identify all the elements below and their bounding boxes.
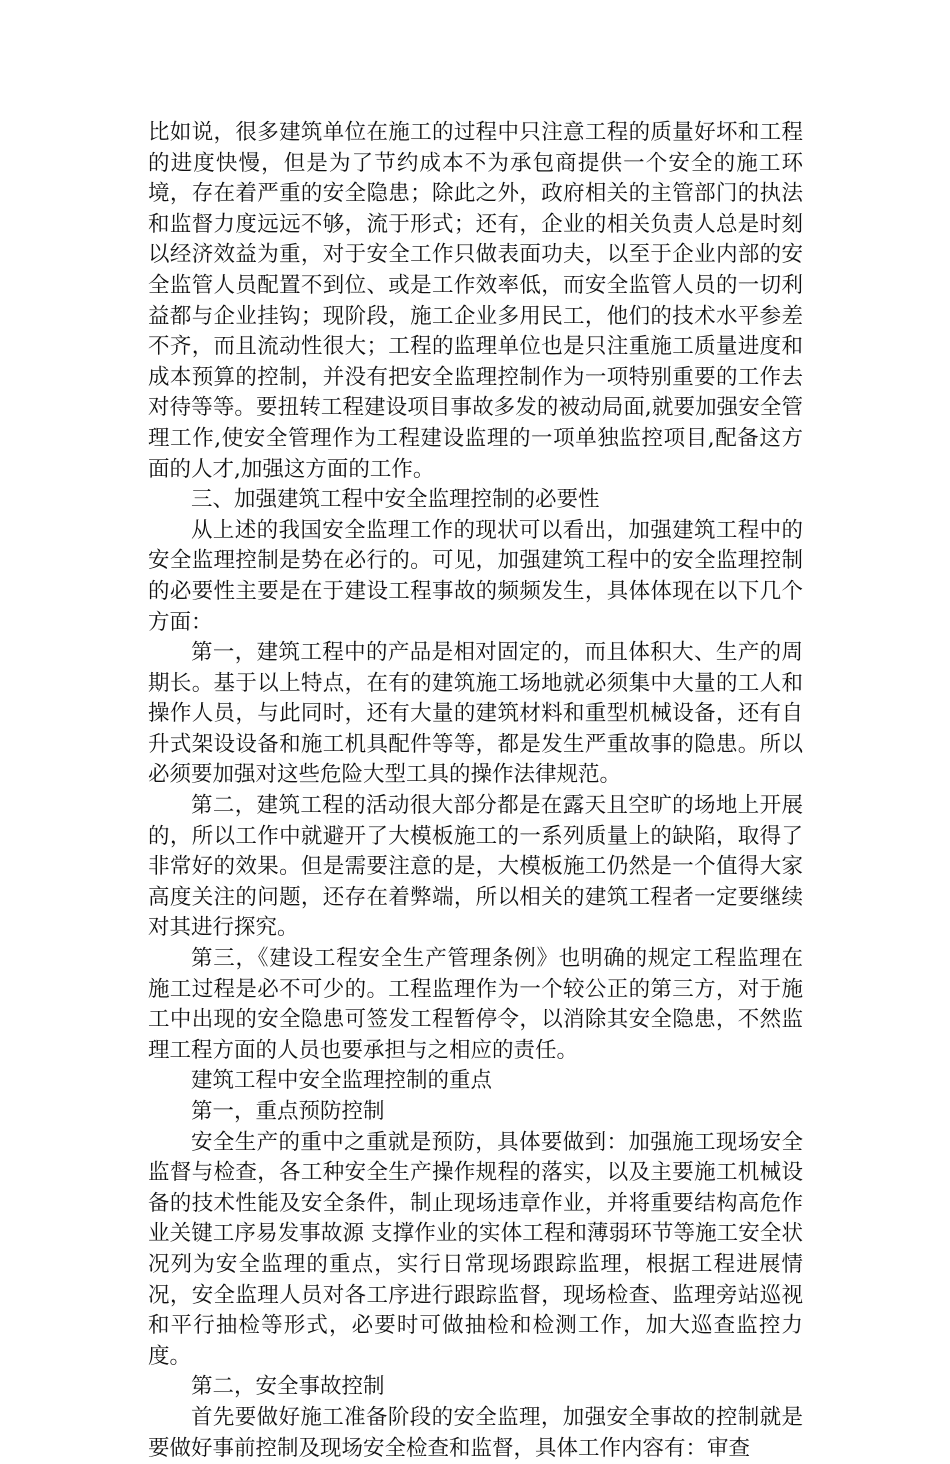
section-heading: 建筑工程中安全监理控制的重点: [191, 1068, 493, 1094]
body-paragraph: 第二，建筑工程的活动很大部分都是在露天且空旷的场地上开展的，所以工作中就避开了大模板施工的一系列质量上的缺陷，取得了非常好的效果。但是需要注意的是，大模板施工仍然是一个值得大家高度关注的问题，还存在着弊端，所以相关的建筑工程者一定要继续对其进行探究。: [148, 793, 803, 941]
body-paragraph: 安全生产的重中之重就是预防，具体要做到：加强施工现场安全监督与检查，各工种安全生产操作规程的落实，以及主要施工机械设备的技术性能及安全条件，制止现场违章作业，并将重要结构高危作业关键工序易发事故源 支撑作业的实体工程和薄弱环节等施工安全状况列为安全监理的重点，实行日常现场跟踪监理，根据工程进展情况，安全监理人员对各工序进行跟踪监督，现场检查、监理旁站巡视和平行抽检等形式，必要时可做抽检和检测工作，加大巡查监控力度。: [148, 1129, 803, 1369]
body-paragraph: 比如说，很多建筑单位在施工的过程中只注意工程的质量好坏和工程的进度快慢，但是为了节约成本不为承包商提供一个安全的施工环境，存在着严重的安全隐患；除此之外，政府相关的主管部门的执法和监督力度远远不够，流于形式；还有，企业的相关负责人总是时刻以经济效益为重，对于安全工作只做表面功夫，以至于企业内部的安全监管人员配置不到位、或是工作效率低，而安全监管人员的一切利益都与企业挂钩；现阶段，施工企业多用民工，他们的技术水平参差不齐，而且流动性很大；工程的监理单位也是只注重施工质量进度和成本预算的控制，并没有把安全监理控制作为一项特别重要的工作去对待等等。要扭转工程建设项目事故多发的被动局面,就要加强安全管理工作,使安全管理作为工程建设监理的一项单独监控项目,配备这方面的人才,加强这方面的工作。: [148, 120, 803, 482]
body-paragraph: 第三，《建设工程安全生产管理条例》也明确的规定工程监理在施工过程是必不可少的。工程监理作为一个较公正的第三方，对于施工中出现的安全隐患可签发工程暂停令，以消除其安全隐患，不然监理工程方面的人员也要承担与之相应的责任。: [148, 946, 803, 1063]
subsection-heading: 第一，重点预防控制: [191, 1099, 385, 1124]
subsection-heading: 第二，安全事故控制: [191, 1374, 385, 1400]
section-heading: 三、加强建筑工程中安全监理控制的必要性: [191, 487, 600, 513]
body-paragraph: 第一，建筑工程中的产品是相对固定的，而且体积大、生产的周期长。基于以上特点，在有的建筑施工场地就必须集中大量的工人和操作人员，与此同时，还有大量的建筑材料和重型机械设备，还有自升式架设设备和施工机具配件等等，都是发生严重故事的隐患。所以必须要加强对这些危险大型工具的操作法律规范。: [148, 640, 803, 788]
document-page: [148, 118, 803, 1464]
body-paragraph: 首先要做好施工准备阶段的安全监理，加强安全事故的控制就是要做好事前控制及现场安全检查和监督，具体工作内容有：审查: [148, 1404, 803, 1461]
body-paragraph: 从上述的我国安全监理工作的现状可以看出，加强建筑工程中的安全监理控制是势在必行的。可见，加强建筑工程中的安全监理控制的必要性主要是在于建设工程事故的频频发生，具体体现在以下几个方面：: [148, 517, 803, 635]
